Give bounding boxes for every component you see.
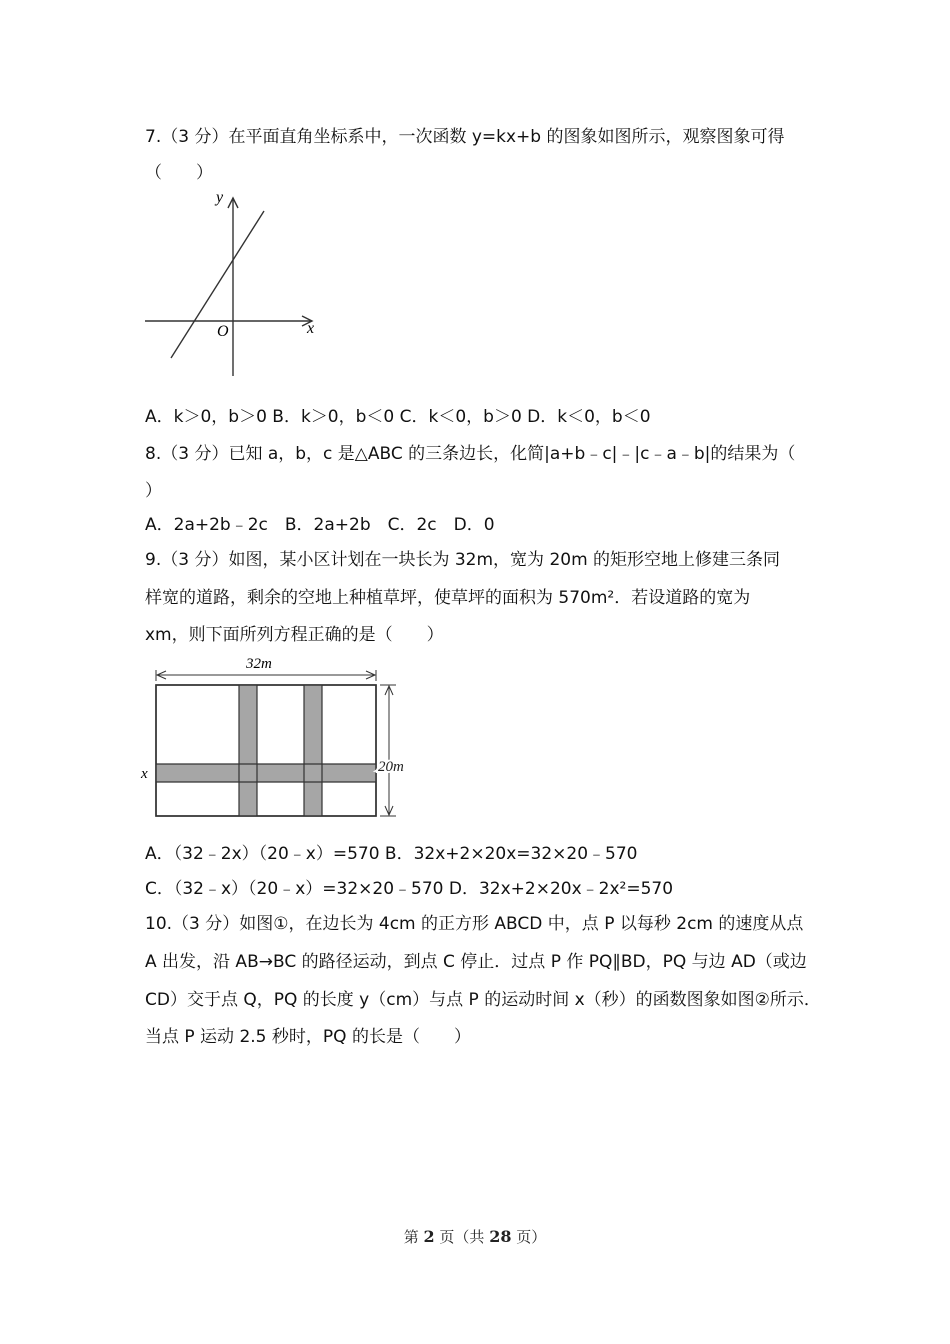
q9-road-diagram xyxy=(138,650,428,825)
q7-stem-line1: 7.（3 分）在平面直角坐标系中，一次函数 y=kx+b 的图象如图所示，观察图象可得 xyxy=(145,127,785,147)
field-rectangle xyxy=(156,685,376,816)
q9-stem-line2: 样宽的道路，剩余的空地上种植草坪，使草坪的面积为 570m²．若设道路的宽为 xyxy=(145,588,751,608)
footer-prefix: 第 xyxy=(403,1228,424,1246)
q7-options: A．k＞0，b＞0 B．k＞0，b＜0 C．k＜0，b＞0 D．k＜0，b＜0 xyxy=(145,407,651,427)
total-page-count: 28 xyxy=(489,1227,512,1246)
q9-stem-line3: xm，则下面所列方程正确的是（ ） xyxy=(145,625,444,645)
q8-stem-line2: ） xyxy=(145,481,162,501)
q10-stem-line4: 当点 P 运动 2.5 秒时，PQ 的长是（ ） xyxy=(145,1027,471,1047)
footer-middle: 页（共 xyxy=(434,1228,490,1246)
y-axis-label: y xyxy=(216,190,224,206)
q10-stem-line1: 10.（3 分）如图①，在边长为 4cm 的正方形 ABCD 中，点 P 以每秒 2cm 的速度从点 xyxy=(145,914,804,934)
q7-stem-line2: （ ） xyxy=(145,163,213,183)
q9-options-line1: A．（32﹣2x）（20﹣x）=570 B．32x+2×20x=32×20﹣570 xyxy=(145,844,638,864)
q8-options: A．2a+2b﹣2c B．2a+2b C．2c D．0 xyxy=(145,515,495,535)
vertical-road-1 xyxy=(239,685,257,816)
current-page-number: 2 xyxy=(423,1227,435,1246)
origin-label: O xyxy=(217,323,229,340)
x-axis-label: x xyxy=(307,320,315,337)
q8-stem-line1: 8.（3 分）已知 a，b，c 是△ABC 的三条边长，化简|a+b﹣c|﹣|c﹣a﹣b|的结果为（ xyxy=(145,444,796,464)
q7-linear-graph xyxy=(140,190,330,380)
page-footer xyxy=(0,1226,950,1247)
q10-stem-line2: A 出发，沿 AB→BC 的路径运动，到点 C 停止．过点 P 作 PQ∥BD，PQ 与边 AD（或边 xyxy=(145,952,807,972)
q9-stem-line1: 9.（3 分）如图，某小区计划在一块长为 32m，宽为 20m 的矩形空地上修建三条同 xyxy=(145,550,781,570)
q10-stem-line3: CD）交于点 Q，PQ 的长度 y（cm）与点 P 的运动时间 x（秒）的函数图象如图②所示． xyxy=(145,990,821,1010)
height-label: 20m xyxy=(378,759,404,775)
road-width-label: x xyxy=(141,766,148,782)
q9-options-line2: C．（32﹣x）（20﹣x）=32×20﹣570 D．32x+2×20x﹣2x²=570 xyxy=(145,879,674,899)
horizontal-road xyxy=(156,764,376,782)
footer-suffix: 页） xyxy=(511,1228,547,1246)
vertical-road-2 xyxy=(304,685,322,816)
width-label: 32m xyxy=(246,656,272,672)
